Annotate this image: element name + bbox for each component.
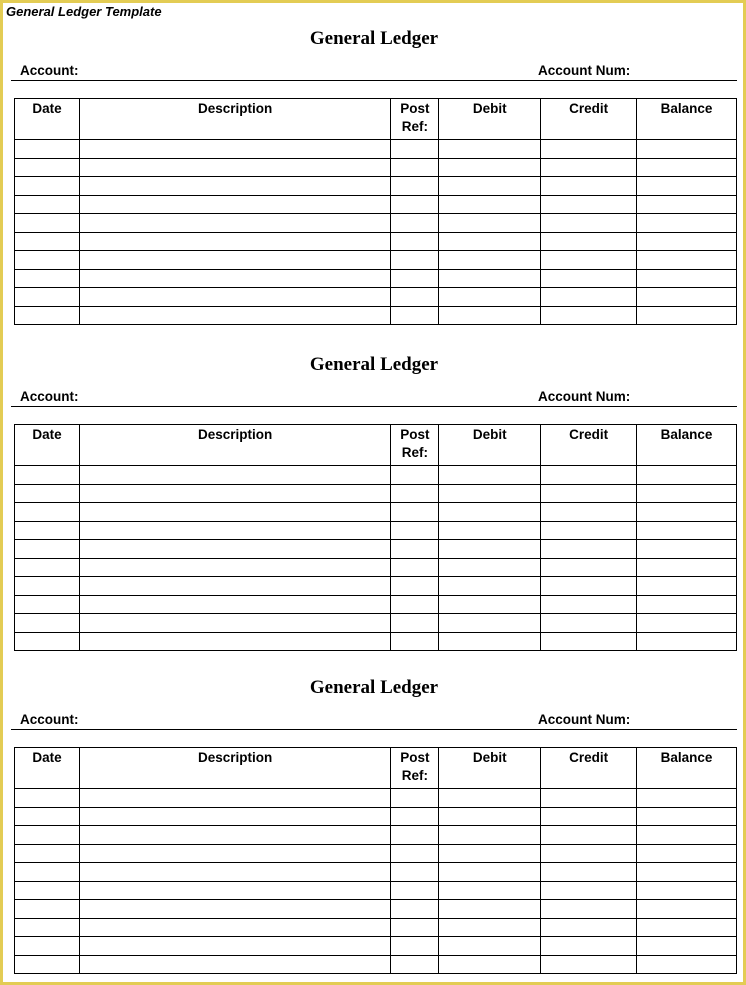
- ledger-row: [15, 937, 737, 956]
- ledger-cell-balance[interactable]: [637, 789, 737, 808]
- ledger-cell-credit[interactable]: [541, 232, 637, 251]
- ledger-cell-description[interactable]: [79, 918, 390, 937]
- ledger-cell-credit[interactable]: [541, 214, 637, 233]
- ledger-cell-credit[interactable]: [541, 306, 637, 325]
- ledger-cell-date[interactable]: [15, 158, 80, 177]
- ledger-cell-balance[interactable]: [637, 881, 737, 900]
- ledger-cell-debit[interactable]: [439, 214, 541, 233]
- account-row: [11, 711, 737, 730]
- ledger-cell-credit[interactable]: [541, 466, 637, 485]
- ledger-cell-post-ref[interactable]: [391, 807, 439, 826]
- ledger-cell-credit[interactable]: [541, 558, 637, 577]
- ledger-row: [15, 195, 737, 214]
- ledger-title: General Ledger: [309, 28, 439, 49]
- ledger-cell-post-ref[interactable]: [391, 158, 439, 177]
- ledger-row: [15, 863, 737, 882]
- ledger-row: [15, 306, 737, 325]
- ledger-cell-description[interactable]: [79, 540, 390, 559]
- ledger-cell-description[interactable]: [79, 577, 390, 596]
- ledger-cell-credit[interactable]: [541, 955, 637, 974]
- ledger-cell-post-ref[interactable]: [391, 251, 439, 270]
- ledger-row: [15, 900, 737, 919]
- column-header-credit: Credit: [541, 425, 637, 466]
- ledger-cell-credit[interactable]: [541, 900, 637, 919]
- column-header-credit: Credit: [541, 99, 637, 140]
- ledger-cell-balance[interactable]: [637, 900, 737, 919]
- ledger-cell-date[interactable]: [15, 177, 80, 196]
- ledger-row: [15, 595, 737, 614]
- ledger-cell-description[interactable]: [79, 269, 390, 288]
- ledger-cell-post-ref[interactable]: [391, 484, 439, 503]
- ledger-cell-balance[interactable]: [637, 558, 737, 577]
- ledger-cell-balance[interactable]: [637, 521, 737, 540]
- account-num-label: Account Num:: [538, 712, 631, 727]
- ledger-cell-date[interactable]: [15, 288, 80, 307]
- ledger-cell-debit[interactable]: [439, 844, 541, 863]
- ledger-cell-credit[interactable]: [541, 881, 637, 900]
- ledger-section: [11, 28, 737, 328]
- ledger-cell-post-ref[interactable]: [391, 177, 439, 196]
- ledger-cell-debit[interactable]: [439, 863, 541, 882]
- ledger-cell-date[interactable]: [15, 807, 80, 826]
- ledger-cell-date[interactable]: [15, 503, 80, 522]
- ledger-cell-balance[interactable]: [637, 540, 737, 559]
- ledger-cell-post-ref[interactable]: [391, 955, 439, 974]
- column-header-balance: Balance: [637, 425, 737, 466]
- ledger-cell-description[interactable]: [79, 789, 390, 808]
- ledger-cell-balance[interactable]: [637, 195, 737, 214]
- ledger-row: [15, 558, 737, 577]
- ledger-table: [14, 98, 737, 325]
- ledger-cell-balance[interactable]: [637, 955, 737, 974]
- ledger-cell-balance[interactable]: [637, 844, 737, 863]
- ledger-cell-debit[interactable]: [439, 158, 541, 177]
- ledger-cell-credit[interactable]: [541, 521, 637, 540]
- ledger-cell-date[interactable]: [15, 214, 80, 233]
- ledger-row: [15, 288, 737, 307]
- ledger-row: [15, 807, 737, 826]
- ledger-cell-description[interactable]: [79, 521, 390, 540]
- ledger-cell-debit[interactable]: [439, 195, 541, 214]
- ledger-row: [15, 844, 737, 863]
- ledger-cell-credit[interactable]: [541, 614, 637, 633]
- account-num-label: Account Num:: [538, 63, 631, 78]
- ledger-cell-credit[interactable]: [541, 807, 637, 826]
- ledger-cell-debit[interactable]: [439, 937, 541, 956]
- ledger-cell-balance[interactable]: [637, 503, 737, 522]
- ledger-cell-debit[interactable]: [439, 521, 541, 540]
- account-row: [11, 388, 737, 407]
- ledger-cell-balance[interactable]: [637, 863, 737, 882]
- ledger-row: [15, 466, 737, 485]
- ledger-cell-balance[interactable]: [637, 466, 737, 485]
- ledger-title: General Ledger: [309, 354, 439, 375]
- ledger-cell-description[interactable]: [79, 232, 390, 251]
- ledger-cell-post-ref[interactable]: [391, 558, 439, 577]
- ledger-cell-date[interactable]: [15, 844, 80, 863]
- ledger-cell-credit[interactable]: [541, 269, 637, 288]
- column-header-debit: Debit: [439, 748, 541, 789]
- ledger-row: [15, 503, 737, 522]
- ledger-cell-credit[interactable]: [541, 158, 637, 177]
- ledger-cell-credit[interactable]: [541, 540, 637, 559]
- ledger-cell-credit[interactable]: [541, 484, 637, 503]
- ledger-cell-credit[interactable]: [541, 826, 637, 845]
- ledger-cell-description[interactable]: [79, 177, 390, 196]
- ledger-cell-date[interactable]: [15, 484, 80, 503]
- ledger-cell-credit[interactable]: [541, 177, 637, 196]
- ledger-cell-description[interactable]: [79, 900, 390, 919]
- ledger-cell-balance[interactable]: [637, 140, 737, 159]
- ledger-cell-credit[interactable]: [541, 632, 637, 651]
- ledger-cell-description[interactable]: [79, 955, 390, 974]
- column-header-description: Description: [79, 425, 390, 466]
- ledger-cell-balance[interactable]: [637, 826, 737, 845]
- ledger-cell-balance[interactable]: [637, 595, 737, 614]
- ledger-cell-balance[interactable]: [637, 177, 737, 196]
- ledger-table: [14, 747, 737, 974]
- ledger-row: [15, 484, 737, 503]
- ledger-cell-debit[interactable]: [439, 881, 541, 900]
- ledger-cell-balance[interactable]: [637, 807, 737, 826]
- ledger-cell-date[interactable]: [15, 900, 80, 919]
- ledger-cell-credit[interactable]: [541, 863, 637, 882]
- ledger-row: [15, 918, 737, 937]
- ledger-cell-date[interactable]: [15, 632, 80, 651]
- ledger-row: [15, 214, 737, 233]
- ledger-cell-credit[interactable]: [541, 503, 637, 522]
- ledger-cell-debit[interactable]: [439, 251, 541, 270]
- ledger-cell-balance[interactable]: [637, 232, 737, 251]
- ledger-cell-debit[interactable]: [439, 269, 541, 288]
- ledger-title: General Ledger: [309, 677, 439, 698]
- ledger-cell-balance[interactable]: [637, 632, 737, 651]
- ledger-cell-description[interactable]: [79, 484, 390, 503]
- ledger-cell-date[interactable]: [15, 521, 80, 540]
- column-header-debit: Debit: [439, 425, 541, 466]
- ledger-cell-post-ref[interactable]: [391, 863, 439, 882]
- column-header-post-ref: Post Ref:: [391, 748, 439, 789]
- ledger-cell-description[interactable]: [79, 214, 390, 233]
- ledger-cell-balance[interactable]: [637, 158, 737, 177]
- column-header-credit: Credit: [541, 748, 637, 789]
- column-header-description: Description: [79, 748, 390, 789]
- ledger-cell-post-ref[interactable]: [391, 918, 439, 937]
- ledger-cell-post-ref[interactable]: [391, 595, 439, 614]
- ledger-cell-post-ref[interactable]: [391, 195, 439, 214]
- ledger-cell-description[interactable]: [79, 195, 390, 214]
- ledger-cell-post-ref[interactable]: [391, 937, 439, 956]
- ledger-cell-balance[interactable]: [637, 484, 737, 503]
- ledger-cell-date[interactable]: [15, 595, 80, 614]
- ledger-cell-post-ref[interactable]: [391, 140, 439, 159]
- ledger-cell-date[interactable]: [15, 614, 80, 633]
- ledger-cell-post-ref[interactable]: [391, 466, 439, 485]
- ledger-cell-description[interactable]: [79, 614, 390, 633]
- column-header-balance: Balance: [637, 99, 737, 140]
- ledger-row: [15, 269, 737, 288]
- column-header-description: Description: [79, 99, 390, 140]
- account-label: Account:: [20, 712, 79, 727]
- ledger-cell-debit[interactable]: [439, 288, 541, 307]
- ledger-section: [11, 354, 737, 654]
- ledger-cell-debit[interactable]: [439, 466, 541, 485]
- ledger-cell-date[interactable]: [15, 466, 80, 485]
- ledger-cell-debit[interactable]: [439, 789, 541, 808]
- ledger-row: [15, 789, 737, 808]
- ledger-cell-post-ref[interactable]: [391, 844, 439, 863]
- ledger-cell-debit[interactable]: [439, 595, 541, 614]
- ledger-cell-description[interactable]: [79, 881, 390, 900]
- ledger-cell-post-ref[interactable]: [391, 577, 439, 596]
- ledger-cell-credit[interactable]: [541, 195, 637, 214]
- ledger-row: [15, 632, 737, 651]
- ledger-cell-date[interactable]: [15, 540, 80, 559]
- ledger-cell-balance[interactable]: [637, 577, 737, 596]
- ledger-cell-description[interactable]: [79, 558, 390, 577]
- ledger-cell-description[interactable]: [79, 937, 390, 956]
- ledger-cell-balance[interactable]: [637, 306, 737, 325]
- ledger-cell-debit[interactable]: [439, 177, 541, 196]
- ledger-row: [15, 881, 737, 900]
- column-header-debit: Debit: [439, 99, 541, 140]
- ledger-row: [15, 614, 737, 633]
- ledger-cell-description[interactable]: [79, 826, 390, 845]
- ledger-cell-date[interactable]: [15, 577, 80, 596]
- ledger-row: [15, 251, 737, 270]
- ledger-row: [15, 140, 737, 159]
- ledger-cell-post-ref[interactable]: [391, 789, 439, 808]
- ledger-cell-debit[interactable]: [439, 826, 541, 845]
- ledger-cell-post-ref[interactable]: [391, 540, 439, 559]
- ledger-cell-debit[interactable]: [439, 558, 541, 577]
- ledger-cell-description[interactable]: [79, 306, 390, 325]
- ledger-cell-date[interactable]: [15, 937, 80, 956]
- ledger-cell-post-ref[interactable]: [391, 521, 439, 540]
- ledger-row: [15, 158, 737, 177]
- ledger-cell-description[interactable]: [79, 844, 390, 863]
- ledger-cell-debit[interactable]: [439, 918, 541, 937]
- ledger-cell-post-ref[interactable]: [391, 632, 439, 651]
- ledger-cell-balance[interactable]: [637, 214, 737, 233]
- ledger-cell-date[interactable]: [15, 232, 80, 251]
- ledger-cell-credit[interactable]: [541, 844, 637, 863]
- ledger-cell-date[interactable]: [15, 789, 80, 808]
- ledger-cell-credit[interactable]: [541, 288, 637, 307]
- ledger-cell-description[interactable]: [79, 807, 390, 826]
- ledger-cell-credit[interactable]: [541, 251, 637, 270]
- ledger-row: [15, 232, 737, 251]
- column-header-post-ref: Post Ref:: [391, 425, 439, 466]
- ledger-cell-debit[interactable]: [439, 632, 541, 651]
- ledger-cell-post-ref[interactable]: [391, 900, 439, 919]
- ledger-cell-debit[interactable]: [439, 232, 541, 251]
- ledger-cell-description[interactable]: [79, 632, 390, 651]
- ledger-row: [15, 826, 737, 845]
- ledger-cell-description[interactable]: [79, 251, 390, 270]
- ledger-cell-date[interactable]: [15, 558, 80, 577]
- column-header-date: Date: [15, 425, 80, 466]
- ledger-cell-post-ref[interactable]: [391, 269, 439, 288]
- ledger-header-row: [15, 748, 737, 789]
- ledger-cell-balance[interactable]: [637, 614, 737, 633]
- ledger-cell-credit[interactable]: [541, 577, 637, 596]
- ledger-cell-debit[interactable]: [439, 955, 541, 974]
- ledger-cell-credit[interactable]: [541, 937, 637, 956]
- ledger-cell-debit[interactable]: [439, 306, 541, 325]
- account-row: [11, 62, 737, 81]
- ledger-cell-date[interactable]: [15, 140, 80, 159]
- ledger-cell-debit[interactable]: [439, 807, 541, 826]
- ledger-cell-balance[interactable]: [637, 251, 737, 270]
- column-header-balance: Balance: [637, 748, 737, 789]
- ledger-cell-credit[interactable]: [541, 789, 637, 808]
- ledger-cell-date[interactable]: [15, 955, 80, 974]
- ledger-cell-credit[interactable]: [541, 918, 637, 937]
- ledger-cell-description[interactable]: [79, 140, 390, 159]
- ledger-cell-debit[interactable]: [439, 900, 541, 919]
- ledger-cell-post-ref[interactable]: [391, 306, 439, 325]
- ledger-cell-date[interactable]: [15, 863, 80, 882]
- ledger-cell-date[interactable]: [15, 881, 80, 900]
- ledger-cell-post-ref[interactable]: [391, 232, 439, 251]
- ledger-row: [15, 540, 737, 559]
- ledger-row: [15, 577, 737, 596]
- account-label: Account:: [20, 63, 79, 78]
- ledger-cell-date[interactable]: [15, 918, 80, 937]
- ledger-cell-date[interactable]: [15, 251, 80, 270]
- ledger-cell-description[interactable]: [79, 503, 390, 522]
- ledger-cell-post-ref[interactable]: [391, 614, 439, 633]
- ledger-cell-description[interactable]: [79, 466, 390, 485]
- ledger-cell-description[interactable]: [79, 863, 390, 882]
- ledger-cell-balance[interactable]: [637, 269, 737, 288]
- ledger-cell-debit[interactable]: [439, 140, 541, 159]
- ledger-cell-post-ref[interactable]: [391, 503, 439, 522]
- ledger-cell-post-ref[interactable]: [391, 881, 439, 900]
- ledger-cell-description[interactable]: [79, 158, 390, 177]
- ledger-cell-balance[interactable]: [637, 937, 737, 956]
- ledger-cell-balance[interactable]: [637, 288, 737, 307]
- ledger-cell-credit[interactable]: [541, 595, 637, 614]
- ledger-cell-post-ref[interactable]: [391, 214, 439, 233]
- ledger-cell-debit[interactable]: [439, 503, 541, 522]
- account-label: Account:: [20, 389, 79, 404]
- ledger-cell-date[interactable]: [15, 826, 80, 845]
- ledger-cell-date[interactable]: [15, 195, 80, 214]
- ledger-header-row: [15, 99, 737, 140]
- ledger-cell-date[interactable]: [15, 269, 80, 288]
- ledger-row: [15, 521, 737, 540]
- column-header-date: Date: [15, 748, 80, 789]
- page-heading: General Ledger Template: [6, 4, 162, 19]
- ledger-section: [11, 677, 737, 977]
- ledger-cell-debit[interactable]: [439, 484, 541, 503]
- account-num-label: Account Num:: [538, 389, 631, 404]
- ledger-cell-date[interactable]: [15, 306, 80, 325]
- ledger-cell-balance[interactable]: [637, 918, 737, 937]
- ledger-row: [15, 177, 737, 196]
- ledger-cell-description[interactable]: [79, 595, 390, 614]
- ledger-cell-credit[interactable]: [541, 140, 637, 159]
- ledger-row: [15, 955, 737, 974]
- ledger-cell-post-ref[interactable]: [391, 288, 439, 307]
- ledger-header-row: [15, 425, 737, 466]
- ledger-cell-debit[interactable]: [439, 614, 541, 633]
- ledger-cell-post-ref[interactable]: [391, 826, 439, 845]
- ledger-cell-debit[interactable]: [439, 540, 541, 559]
- ledger-cell-description[interactable]: [79, 288, 390, 307]
- ledger-cell-debit[interactable]: [439, 577, 541, 596]
- column-header-date: Date: [15, 99, 80, 140]
- column-header-post-ref: Post Ref:: [391, 99, 439, 140]
- ledger-table: [14, 424, 737, 651]
